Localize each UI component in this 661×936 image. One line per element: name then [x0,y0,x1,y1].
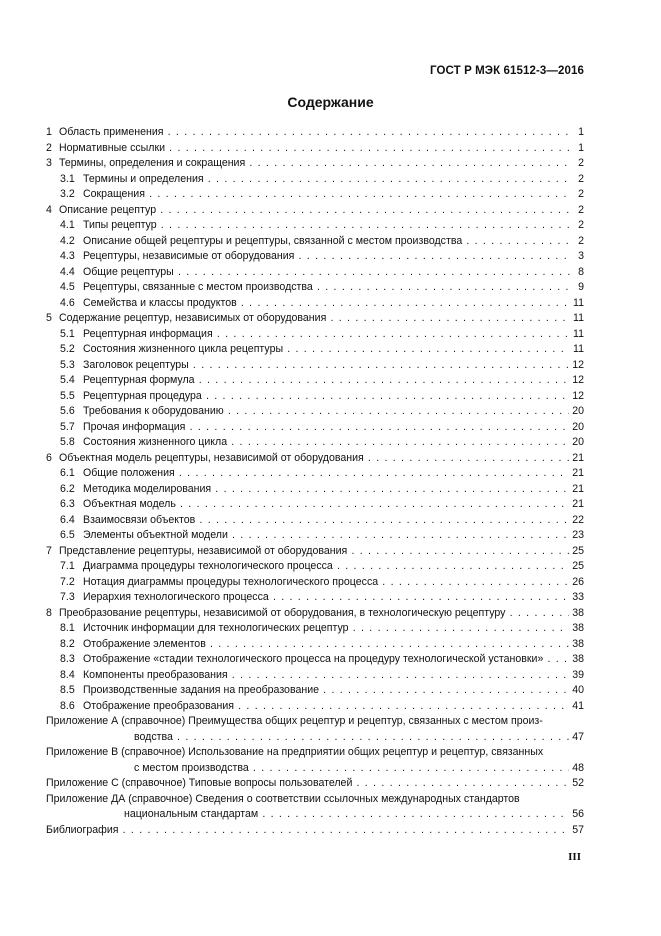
toc-entry-number: 6.2 [60,482,75,495]
toc-entry-number: 1 [46,126,52,138]
toc-entry-label: водства . . . [134,730,572,746]
toc-entry-page: 2 [575,172,584,188]
toc-entry-number: 8.5 [60,684,75,696]
toc-entry-page: 22 [569,513,584,529]
toc-entry-number: 2 [46,141,52,154]
toc-entry[interactable] [46,683,584,699]
toc-entry-number: 8.4 [60,668,75,681]
toc-entry-label: Термины и определения . . . [83,172,572,188]
toc-entry-page: 11 [570,327,584,343]
toc-entry-page: 1 [575,141,584,157]
toc-entry[interactable] [46,342,584,358]
toc-entry-number: 8.6 [60,699,75,712]
toc-entry-label: Сокращения . . . [83,187,572,203]
toc-entry-number: 5 [46,312,52,324]
toc-entry-number: 6 [46,451,52,464]
toc-entry-number: 4.6 [60,296,75,309]
toc-entry-label: Компоненты преобразования . . . [83,668,572,684]
toc-entry[interactable] [46,559,584,575]
toc-entry[interactable] [46,218,584,234]
toc-entry-number: 6.4 [60,513,75,526]
toc-entry-number: 7.2 [60,575,75,588]
toc-entry[interactable] [46,714,584,730]
table-of-contents [46,125,584,838]
toc-entry[interactable] [46,435,584,451]
toc-entry-label: Приложение А (справочное) Преимущества общих рецептур и рецептур, связанных с местом произ- [46,715,543,727]
toc-entry[interactable] [46,621,584,637]
toc-entry-number: 4.3 [60,250,75,262]
toc-entry-label: Отображение элементов . . . [83,637,572,653]
toc-entry-number: 7.1 [60,560,75,572]
toc-entry-label: Объектная модель . . . [83,497,572,513]
toc-entry-number: 3 [46,157,52,169]
toc-entry[interactable] [46,528,584,544]
toc-entry-page: 20 [569,435,584,451]
toc-entry-label: Рецептуры, связанные с местом производства . . . [83,280,572,296]
toc-entry-number: 5.1 [60,327,75,340]
toc-entry[interactable] [46,203,584,219]
toc-entry-label: Рецептурная процедура . . . [83,389,572,405]
toc-entry-number: 8.1 [60,622,75,634]
toc-entry-page: 57 [569,823,584,839]
toc-entry-number: 4.5 [60,281,75,293]
toc-entry-label: Рецептурная формула . . . [83,373,572,389]
toc-entry-page: 26 [569,575,584,591]
toc-entry-page: 56 [569,807,584,823]
toc-entry[interactable] [46,482,584,498]
toc-entry[interactable] [46,544,584,560]
toc-entry-page: 20 [569,404,584,420]
toc-entry-label: Описание общей рецептуры и рецептуры, связанной с местом производства . . . [83,234,572,250]
toc-entry-page: 11 [570,311,584,327]
toc-entry-number: 7 [46,544,52,557]
toc-entry-page: 39 [569,668,584,684]
toc-entry-number: 5.7 [60,420,75,433]
toc-entry-label: Рецептуры, независимые от оборудования . . . [83,249,572,265]
toc-entry-label: Требования к оборудованию . . . [83,404,572,420]
toc-entry-page: 2 [575,156,584,172]
toc-entry[interactable] [46,249,584,265]
toc-entry[interactable] [46,125,584,141]
toc-entry-label: Приложение ДА (справочное) Сведения о соответствии ссылочных международных стандартов [46,792,520,805]
toc-entry-label: Производственные задания на преобразование . . . [83,683,572,699]
toc-entry-label: Элементы объектной модели . . . [83,528,572,544]
toc-entry-page: 20 [569,420,584,436]
toc-entry-label: Источник информации для технологических рецептур . . . [83,621,572,637]
toc-entry-page: 2 [575,203,584,219]
toc-entry-page: 21 [569,497,584,513]
toc-entry-number: 8.2 [60,637,75,650]
toc-entry-label: Заголовок рецептуры . . . [83,358,572,374]
toc-entry-label: Отображение преобразования . . . [83,699,572,715]
toc-entry[interactable] [46,513,584,529]
toc-entry-label: Общие положения . . . [83,466,572,482]
toc-entry-page: 48 [569,761,584,777]
toc-entry-number: 4 [46,203,52,216]
toc-entry-number: 5.8 [60,436,75,448]
toc-entry[interactable] [46,590,584,606]
toc-entry-number: 4.2 [60,234,75,247]
toc-entry-number: 4.1 [60,219,75,231]
toc-entry-number: 6.5 [60,529,75,541]
toc-entry-number: 4.4 [60,265,75,278]
toc-entry-page: 9 [575,280,584,296]
toc-entry-label: Иерархия технологического процесса . . . [83,590,572,606]
toc-entry[interactable] [46,606,584,622]
toc-entry-label: Приложение С (справочное) Типовые вопросы пользователей . . . [46,776,572,792]
toc-entry-label: Содержание рецептур, независимых от оборудования . . . [59,311,572,327]
toc-entry-label: Рецептурная информация . . . [83,327,572,343]
toc-entry-label: Область применения . . . [59,125,572,141]
toc-entry-number: 5.4 [60,374,75,386]
toc-entry-page: 8 [575,265,584,281]
toc-entry-page: 1 [575,125,584,141]
toc-entry[interactable] [46,807,584,823]
toc-entry-number: 3.1 [60,172,75,185]
toc-entry[interactable] [46,451,584,467]
toc-entry-page: 41 [569,699,584,715]
page-title: Содержание [287,94,374,110]
toc-entry-page: 33 [569,590,584,606]
toc-entry[interactable] [46,745,584,761]
toc-entry-page: 38 [569,621,584,637]
toc-entry-label: Отображение «стадии технологического процесса на процедуру технологической установки» . . . [83,652,572,668]
toc-entry[interactable] [46,792,584,808]
toc-entry-page: 11 [570,342,584,358]
toc-entry-page: 25 [569,544,584,560]
toc-entry-label: Состояния жизненного цикла . . . [83,435,572,451]
toc-entry-label: Методика моделирования . . . [83,482,572,498]
toc-entry[interactable] [46,373,584,389]
toc-entry-label: Преобразование рецептуры, независимой от оборудования, в технологическую рецептуру . . . [59,606,572,622]
toc-entry[interactable] [46,776,584,792]
toc-entry[interactable] [46,420,584,436]
toc-entry-number: 6.3 [60,498,75,510]
toc-entry-page: 12 [569,358,584,374]
toc-entry-label: Взаимосвязи объектов . . . [83,513,572,529]
toc-entry-label: национальным стандартам . . . [124,807,572,823]
toc-entry[interactable] [46,637,584,653]
toc-entry-page: 21 [569,466,584,482]
toc-entry[interactable] [46,497,584,513]
toc-entry[interactable] [46,141,584,157]
toc-entry-number: 5.2 [60,343,75,355]
toc-entry-page: 2 [575,234,584,250]
toc-entry[interactable] [46,575,584,591]
toc-entry-number: 5.5 [60,389,75,402]
toc-entry-page: 11 [570,296,584,312]
toc-entry-page: 40 [569,683,584,699]
toc-entry[interactable] [46,761,584,777]
toc-entry-number: 7.3 [60,591,75,603]
toc-entry-page: 47 [569,730,584,746]
toc-entry-label: Состояния жизненного цикла рецептуры . . . [83,342,572,358]
toc-entry-page: 21 [569,451,584,467]
toc-entry-number: 8.3 [60,653,75,665]
toc-entry[interactable] [46,296,584,312]
toc-entry-label: Описание рецептур . . . [59,203,572,219]
toc-entry-number: 5.6 [60,405,75,417]
toc-entry-label: Термины, определения и сокращения . . . [59,156,572,172]
toc-entry[interactable] [46,668,584,684]
toc-entry-label: Диаграмма процедуры технологического процесса . . . [83,559,572,575]
toc-entry-number: 5.3 [60,358,75,371]
toc-entry[interactable] [46,280,584,296]
toc-entry-label: Семейства и классы продуктов . . . [83,296,572,312]
toc-entry-page: 2 [575,187,584,203]
toc-entry-label: Прочая информация . . . [83,420,572,436]
toc-entry-label: Нормативные ссылки . . . [59,141,572,157]
toc-entry-page: 12 [569,373,584,389]
toc-entry-label: Общие рецептуры . . . [83,265,572,281]
toc-entry-number: 8 [46,606,52,619]
toc-entry-label: Приложение В (справочное) Использование на предприятии общих рецептур и рецептур, связанных [46,746,544,758]
toc-entry[interactable] [46,699,584,715]
toc-entry-label: Объектная модель рецептуры, независимой от оборудования . . . [59,451,572,467]
page-number: III [568,851,581,863]
toc-entry-number: 6.1 [60,467,75,479]
toc-entry[interactable] [46,404,584,420]
toc-entry[interactable] [46,327,584,343]
toc-entry[interactable] [46,234,584,250]
toc-entry-page: 12 [569,389,584,405]
toc-entry-page: 38 [569,652,584,668]
toc-entry[interactable] [46,389,584,405]
toc-entry-label: с местом производства . . . [134,761,572,777]
toc-entry-page: 52 [569,776,584,792]
toc-entry[interactable] [46,823,584,839]
toc-entry-label: Типы рецептур . . . [83,218,572,234]
toc-entry-page: 2 [575,218,584,234]
toc-entry-page: 3 [575,249,584,265]
toc-entry-page: 38 [569,606,584,622]
document-header: ГОСТ Р МЭК 61512-3—2016 [430,65,584,77]
toc-entry-page: 25 [569,559,584,575]
toc-entry-number: 3.2 [60,188,75,200]
toc-entry[interactable] [46,730,584,746]
toc-entry-label: Представление рецептуры, независимой от оборудования . . . [59,544,572,560]
toc-entry[interactable] [46,265,584,281]
toc-entry-page: 21 [569,482,584,498]
toc-entry-label: Нотация диаграммы процедуры технологического процесса . . . [83,575,572,591]
toc-entry[interactable] [46,311,584,327]
toc-entry-label: Библиография . . . [46,823,572,839]
toc-entry[interactable] [46,652,584,668]
toc-entry[interactable] [46,172,584,188]
toc-entry[interactable] [46,156,584,172]
toc-entry[interactable] [46,187,584,203]
toc-entry-page: 23 [569,528,584,544]
toc-entry[interactable] [46,358,584,374]
toc-entry-page: 38 [569,637,584,653]
toc-entry[interactable] [46,466,584,482]
